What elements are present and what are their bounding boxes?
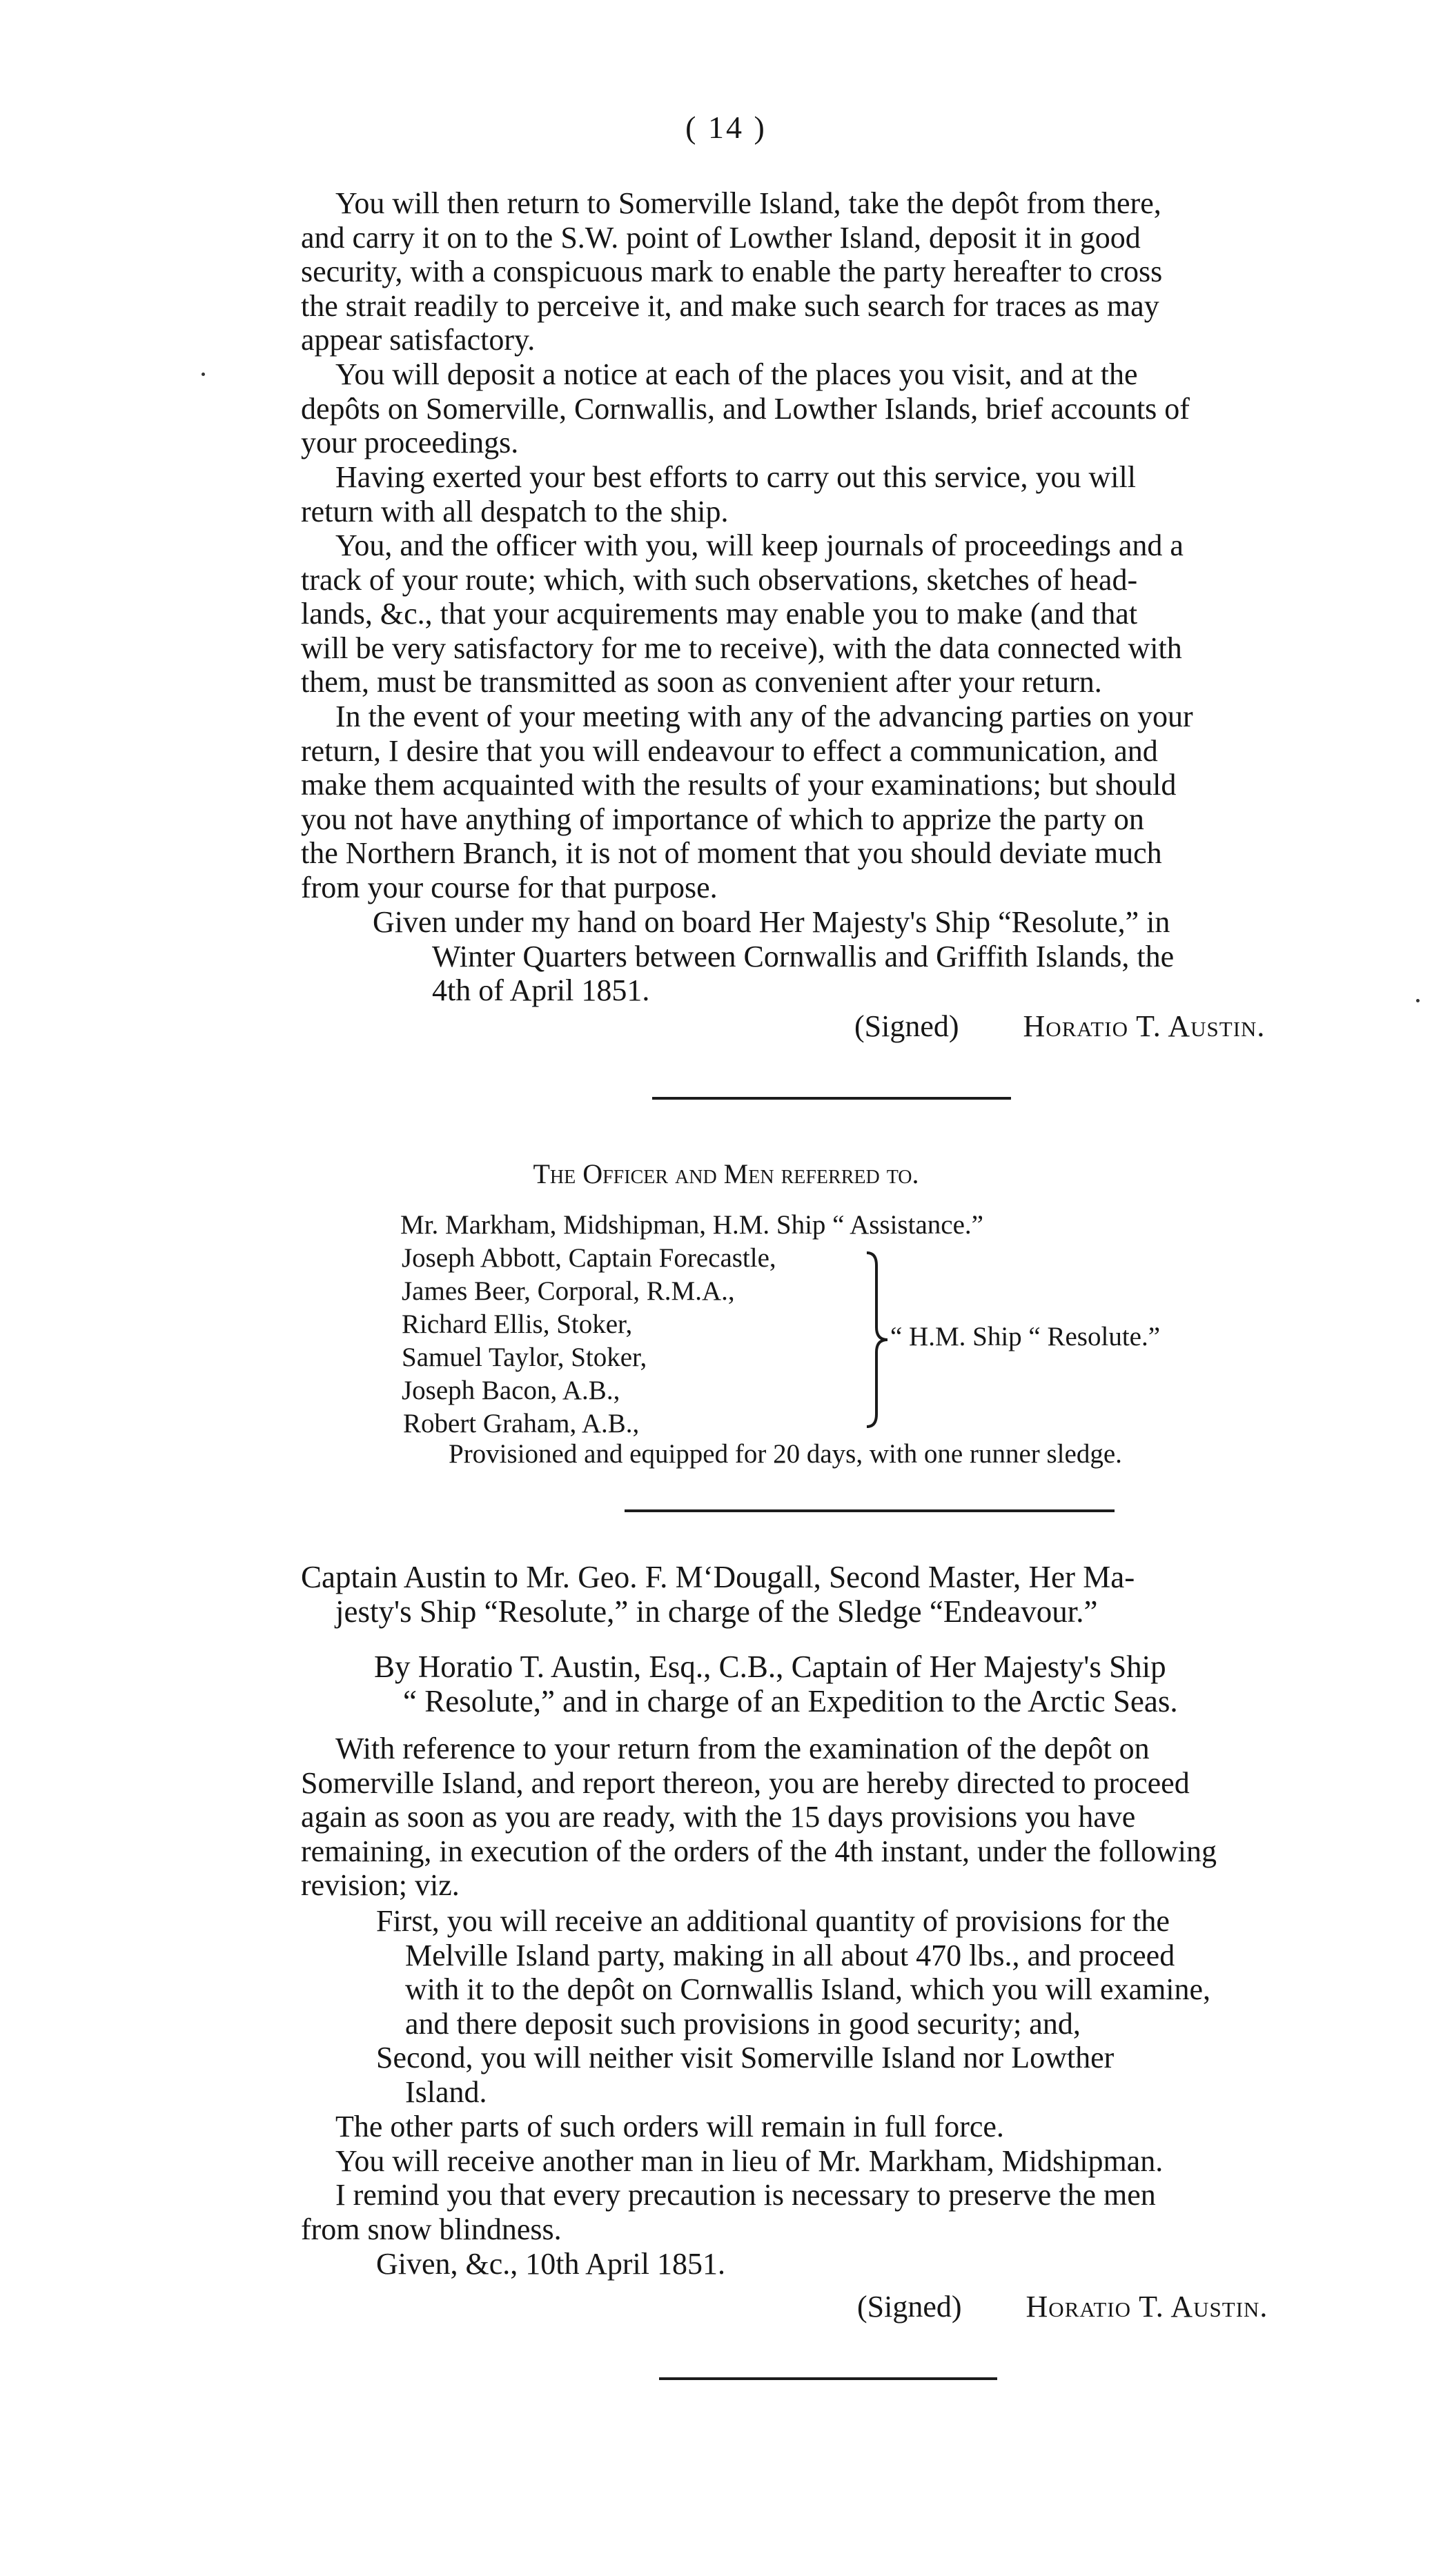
text-line: 4th of April 1851. [432,973,650,1007]
first-item [376,1904,1377,2041]
text-line: appear satisfactory. [301,323,536,357]
text-line: make them acquainted with the results of your examinations; but should [301,768,1177,802]
margin-mark [1416,999,1420,1002]
orders-2-by [374,1650,1377,1718]
crew-member: James Beer, Corporal, R.M.A., [402,1276,735,1306]
paragraph [301,700,1377,904]
paragraph [301,357,1377,460]
text-line: Melville Island party, making in all about 470 lbs., and proceed [405,1938,1175,1972]
crew-ship: “ H.M. Ship “ Resolute.” [890,1322,1161,1351]
text-line: depôts on Somerville, Cornwallis, and Lowther Islands, brief accounts of [301,391,1190,426]
crew-member: Joseph Abbott, Captain Forecastle, [402,1243,776,1273]
text-line: You will deposit a notice at each of the places you visit, and at the [335,357,1138,391]
text-line: Island. [405,2074,487,2109]
crew-member: Robert Graham, A.B., [403,1409,640,1438]
crew-heading: The Officer and Men referred to. [533,1158,919,1189]
paragraph [301,460,1377,528]
text-line: will be very satisfactory for me to receive), with the data connected with [301,631,1182,665]
text-line: You will receive another man in lieu of Mr. Markham, Midshipman. [335,2143,1164,2178]
text-line: and carry it on to the S.W. point of Lowther Island, deposit it in good [301,220,1141,255]
signature-line [854,1009,1265,1044]
text-line: the Northern Branch, it is not of moment that you should deviate much [301,836,1162,870]
text-line: Somerville Island, and report thereon, you are hereby directed to proceed [301,1765,1190,1800]
text-line: return with all despatch to the ship. [301,494,729,528]
text-line: them, must be transmitted as soon as convenient after your return. [301,665,1102,699]
text-line: with it to the depôt on Cornwallis Island, which you will examine, [405,1972,1211,2006]
signed-label: (Signed) [857,2290,962,2324]
text-line: “ Resolute,” and in charge of an Expedition to the Arctic Seas. [403,1683,1178,1718]
text-line: return, I desire that you will endeavour to effect a communication, and [301,733,1158,768]
paragraph [301,1732,1377,1903]
text-line: I remind you that every precaution is necessary to preserve the men [335,2178,1156,2212]
divider [625,1509,1115,1512]
signature: Horatio T. Austin. [1023,1009,1266,1043]
text-line: jesty's Ship “Resolute,” in charge of the Sledge “Endeavour.” [335,1594,1098,1629]
crew-member: Joseph Bacon, A.B., [402,1376,620,1405]
text-line: Given under my hand on board Her Majesty's Ship “Resolute,” in [373,905,1170,939]
text-line: In the event of your meeting with any of the advancing parties on your [335,700,1193,733]
text-line: remaining, in execution of the orders of the 4th instant, under the following [301,1834,1217,1868]
text-line: the strait readily to perceive it, and make such search for traces as may [301,288,1159,323]
text-line: you not have anything of importance of which to apprize the party on [301,802,1144,836]
text-line: You will then return to Somerville Island, take the depôt from there, [335,186,1161,220]
officer: Mr. Markham, Midshipman, H.M. Ship “ Assistance.” [400,1210,983,1240]
text-line: Having exerted your best efforts to carry out this service, you will [335,460,1136,494]
text-line: track of your route; which, with such observations, sketches of head- [301,562,1138,597]
paragraph [301,186,1377,357]
orders-2-header [301,1561,1377,1629]
provisions-note: Provisioned and equipped for 20 days, with one runner sledge. [449,1439,1122,1469]
closing-block [301,2110,1377,2246]
text-line: again as soon as you are ready, with the 15 days provisions you have [301,1800,1136,1834]
signature-line [857,2289,1268,2324]
given-line: Given, &c., 10th April 1851. [376,2247,725,2281]
signed-label: (Signed) [854,1009,959,1043]
text-line: security, with a conspicuous mark to enable the party hereafter to cross [301,255,1163,288]
text-line: With reference to your return from the examination of the depôt on [335,1732,1150,1765]
text-line: your proceedings. [301,426,519,459]
given-block [373,905,1377,1008]
crew-member: Samuel Taylor, Stoker, [402,1343,647,1372]
text-line: You, and the officer with you, will keep journals of proceedings and a [335,528,1184,562]
text-line: Captain Austin to Mr. Geo. F. M‘Dougall, Second Master, Her Ma- [301,1560,1135,1594]
text-line: First, you will receive an additional quantity of provisions for the [376,1904,1170,1938]
text-line: revision; viz. [301,1868,460,1902]
paragraph [301,528,1377,700]
signature: Horatio T. Austin. [1026,2290,1268,2324]
divider [652,1097,1011,1100]
page-number: ( 14 ) [685,110,767,145]
text-line: from snow blindness. [301,2212,562,2246]
text-line: and there deposit such provisions in good security; and, [405,2006,1081,2041]
margin-mark [202,373,205,376]
text-line: The other parts of such orders will remain in full force. [335,2110,1004,2143]
text-line: Second, you will neither visit Somerville Island nor Lowther [376,2041,1115,2074]
text-line: lands, &c., that your acquirements may enable you to make (and that [301,597,1138,631]
crew-member: Richard Ellis, Stoker, [402,1309,633,1339]
second-item [376,2041,1377,2109]
brace-icon [864,1250,892,1429]
text-line: from your course for that purpose. [301,870,718,904]
text-line: Winter Quarters between Cornwallis and Griffith Islands, the [432,939,1175,973]
divider [659,2377,997,2380]
text-line: By Horatio T. Austin, Esq., C.B., Captain of Her Majesty's Ship [374,1649,1166,1684]
